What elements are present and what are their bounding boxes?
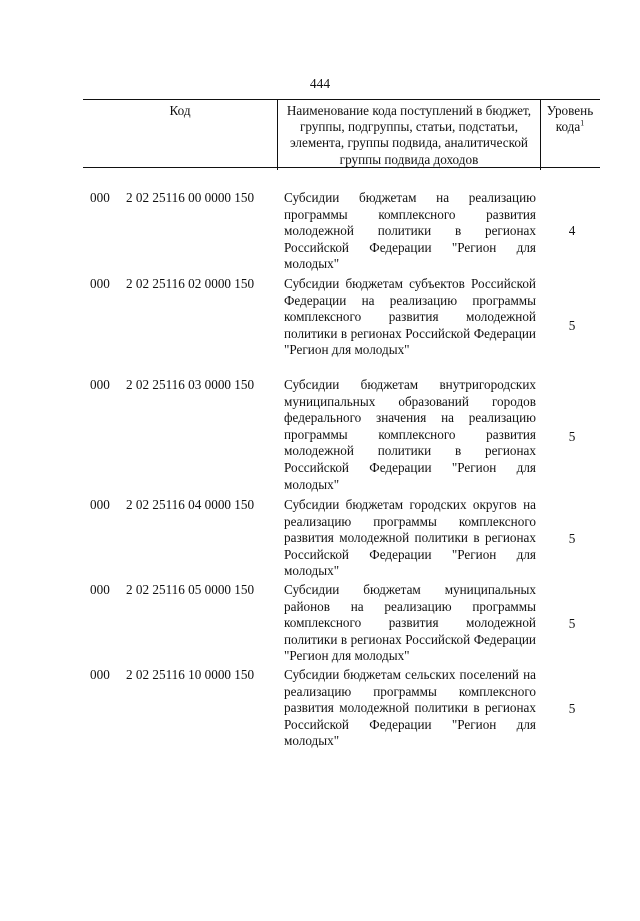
- footnote-marker: 1: [580, 118, 585, 128]
- income-code: 2 02 25116 05 0000 150: [126, 582, 255, 597]
- code-level: 4: [568, 223, 576, 238]
- income-code: 2 02 25116 04 0000 150: [126, 497, 255, 512]
- income-code: 2 02 25116 00 0000 150: [126, 190, 255, 205]
- admin-code: 000: [90, 276, 110, 291]
- income-name: Субсидии бюджетам муниципальных районов на реализацию программы комплексного развития молодежной политики в регионах Российской Федерации "Регион для молодых": [284, 582, 536, 664]
- code-level: 5: [568, 318, 576, 333]
- header-level-label: Уровень кода: [546, 103, 594, 135]
- income-code: 2 02 25116 10 0000 150: [126, 667, 255, 682]
- income-name: Субсидии бюджетам на реализацию программы комплексного развития молодежной политики в регионах Российской Федерации "Регион для молодых": [284, 190, 536, 272]
- income-code: 2 02 25116 03 0000 150: [126, 377, 255, 392]
- income-code: 2 02 25116 02 0000 150: [126, 276, 255, 291]
- code-level: 5: [568, 531, 576, 546]
- admin-code: 000: [90, 667, 110, 682]
- code-level: 5: [568, 701, 576, 716]
- income-name: Субсидии бюджетам сельских поселений на реализацию программы комплексного развития молодежной политики в регионах Российской Федерации "Регион для молодых": [284, 667, 536, 749]
- header-name: Наименование кода поступлений в бюджет, группы, подгруппы, статьи, подстатьи, элемента, группы подвида, аналитической группы подвида доходов: [277, 100, 541, 170]
- income-name: Субсидии бюджетам субъектов Российской Федерации на реализацию программы комплексного развития молодежной политики в регионах Российской Федерации "Регион для молодых": [284, 276, 536, 358]
- code-level: 5: [568, 429, 576, 444]
- income-name: Субсидии бюджетам городских округов на реализацию программы комплексного развития молодежной политики в регионах Российской Федерации "Регион для молодых": [284, 497, 536, 579]
- income-name: Субсидии бюджетам внутригородских муниципальных образований городов федерального значения на реализацию программы комплексного развития молодежной политики в регионах Российской Федерации "Регион для молодых": [284, 377, 536, 492]
- admin-code: 000: [90, 190, 110, 205]
- admin-code: 000: [90, 582, 110, 597]
- code-level: 5: [568, 616, 576, 631]
- admin-code: 000: [90, 377, 110, 392]
- admin-code: 000: [90, 497, 110, 512]
- header-level: [540, 100, 600, 170]
- table-header: [83, 99, 600, 168]
- page-number: 444: [309, 76, 331, 91]
- header-code: Код: [169, 103, 191, 118]
